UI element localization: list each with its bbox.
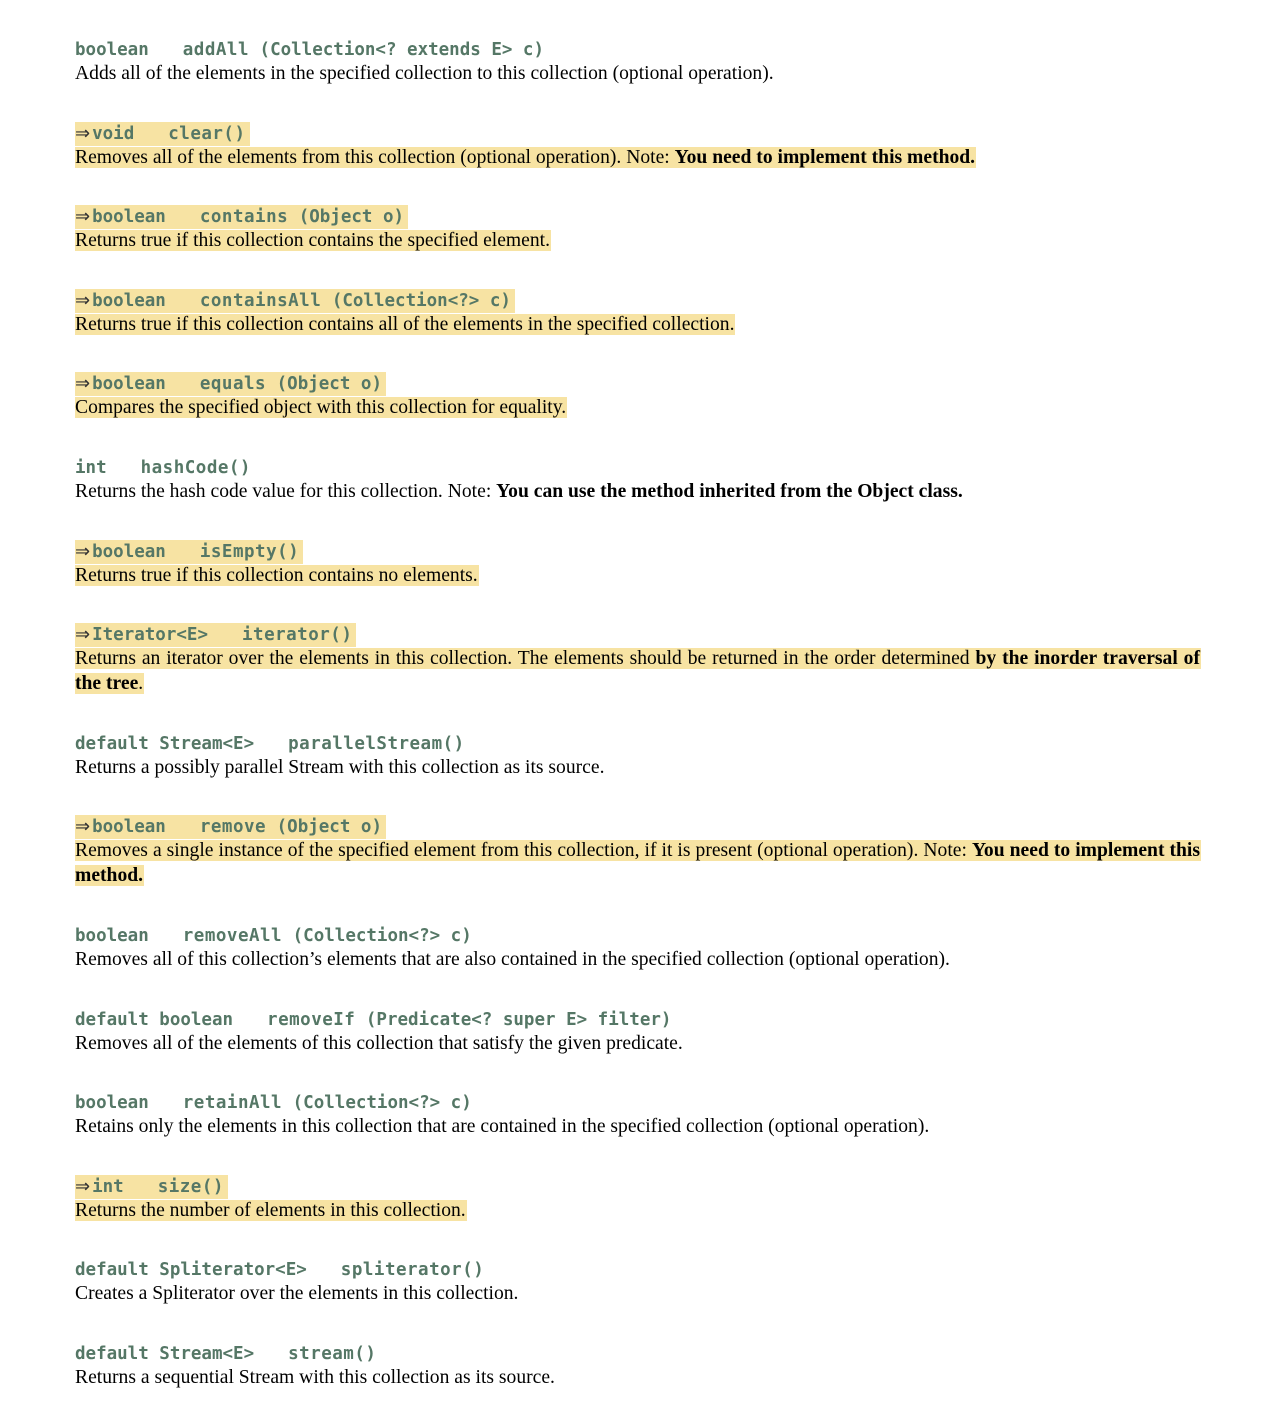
- method-name: containsAll: [199, 290, 322, 311]
- arrow-icon: ⇒: [75, 206, 91, 228]
- method-entry-iterator: [75, 623, 1201, 732]
- method-signature: [75, 1091, 476, 1115]
- return-type: boolean: [92, 207, 166, 228]
- method-name: spliterator(): [340, 1260, 485, 1281]
- method-description: Compares the specified object with this collection for equality.: [75, 397, 567, 419]
- method-description: Removes all of the elements of this collection that satisfy the given predicate.: [75, 1032, 683, 1054]
- method-entry-addall: [75, 38, 1201, 122]
- method-description: Returns a possibly parallel Stream with this collection as its source.: [75, 756, 605, 778]
- method-signature: [75, 1175, 228, 1199]
- method-params: (Collection<?> c): [292, 1093, 472, 1114]
- return-type: boolean: [75, 1093, 149, 1114]
- method-signature: [75, 38, 548, 62]
- method-params: (Collection<? extends E> c): [259, 40, 545, 60]
- arrow-icon: ⇒: [75, 373, 91, 395]
- note-prefix: Note:: [626, 146, 675, 168]
- method-entry-stream: [75, 1342, 1201, 1426]
- arrow-icon: ⇒: [75, 1175, 91, 1197]
- return-type: boolean: [92, 374, 166, 395]
- method-entry-retainall: [75, 1091, 1201, 1175]
- method-params: (Collection<?> c): [292, 925, 472, 946]
- method-name: removeAll: [182, 925, 283, 946]
- return-type: void: [92, 123, 135, 144]
- return-type: default Spliterator<E>: [75, 1260, 307, 1281]
- method-signature: [75, 540, 303, 564]
- method-signature: [75, 924, 476, 948]
- method-signature: [75, 456, 255, 480]
- note-bold: by the inorder traversal of the tree: [75, 648, 1201, 694]
- method-description: Returns true if this collection contains the specified element.: [75, 230, 551, 252]
- return-type: boolean: [75, 925, 149, 946]
- method-entry-isempty: [75, 540, 1201, 624]
- arrow-icon: ⇒: [75, 540, 91, 562]
- arrow-icon: ⇒: [75, 289, 91, 311]
- method-description: Returns the number of elements in this collection.: [75, 1199, 466, 1221]
- method-entry-hashcode: [75, 456, 1201, 540]
- method-signature: [75, 732, 469, 756]
- method-name: removeIf: [267, 1009, 356, 1030]
- return-type: default Stream<E>: [75, 1343, 255, 1364]
- method-entry-removeif: [75, 1008, 1201, 1092]
- note-bold: You need to implement this method.: [75, 840, 1200, 887]
- method-name: equals: [199, 374, 267, 395]
- method-description: Removes a single instance of the specified element from this collection, if it is present (optional operation). Note: You need to implement this method.: [75, 840, 1200, 887]
- return-type: default Stream<E>: [75, 733, 255, 754]
- method-name: contains: [199, 207, 289, 228]
- method-signature: [75, 289, 515, 313]
- method-params: (Predicate<? super E> filter): [365, 1009, 672, 1030]
- method-entry-parallelstream: [75, 732, 1201, 816]
- method-signature: [75, 623, 356, 647]
- method-entry-containsall: [75, 289, 1201, 373]
- method-entry-removeall: [75, 924, 1201, 1008]
- method-entry-contains: [75, 205, 1201, 289]
- method-description: Returns a sequential Stream with this collection as its source.: [75, 1366, 555, 1388]
- note-prefix: Note:: [923, 840, 972, 862]
- method-entry-equals: [75, 372, 1201, 456]
- method-description: Retains only the elements in this collection that are contained in the specified collection (optional operation).: [75, 1116, 930, 1138]
- method-description: Returns true if this collection contains all of the elements in the specified collection.: [75, 313, 735, 335]
- method-signature: [75, 1258, 488, 1282]
- method-name: stream(): [288, 1343, 377, 1364]
- method-name: iterator(): [242, 625, 353, 646]
- method-entry-spliterator: [75, 1258, 1201, 1342]
- method-description: Adds all of the elements in the specified collection to this collection (optional operation).: [75, 63, 774, 84]
- note-bold: You can use the method inherited from the Object class.: [496, 480, 963, 502]
- method-name: retainAll: [182, 1093, 283, 1114]
- method-entry-size: [75, 1175, 1201, 1259]
- arrow-icon: ⇒: [75, 624, 91, 646]
- method-params: (Collection<?> c): [331, 290, 511, 311]
- note-bold: You need to implement this method.: [674, 146, 976, 168]
- method-name: remove: [199, 817, 267, 838]
- return-type: boolean: [92, 290, 166, 311]
- method-signature: [75, 122, 250, 146]
- method-name: hashCode(): [140, 457, 251, 478]
- method-entry-clear: [75, 122, 1201, 206]
- method-params: (Object o): [276, 817, 382, 838]
- method-description: Creates a Spliterator over the elements in this collection.: [75, 1283, 519, 1305]
- method-description: Returns the hash code value for this collection. Note: You can use the method inherited from the Object class.: [75, 480, 963, 502]
- method-signature: [75, 372, 386, 396]
- return-type: boolean: [75, 40, 149, 60]
- arrow-icon: ⇒: [75, 122, 91, 144]
- method-description: Returns true if this collection contains no elements.: [75, 564, 478, 586]
- return-type: boolean: [92, 541, 166, 562]
- method-description: Removes all of this collection’s elements that are also contained in the specified collection (optional operation).: [75, 948, 950, 970]
- note-suffix: .: [138, 672, 144, 694]
- method-signature: [75, 1008, 675, 1032]
- method-name: parallelStream(): [288, 733, 465, 754]
- method-name: isEmpty(): [199, 541, 300, 562]
- return-type: int: [75, 457, 107, 478]
- method-entry-remove: [75, 815, 1201, 924]
- method-signature: [75, 1342, 380, 1366]
- method-name: size(): [157, 1176, 224, 1197]
- return-type: Iterator<E>: [92, 625, 208, 646]
- method-description: Removes all of the elements from this collection (optional operation). Note: You need to implement this method.: [75, 146, 976, 168]
- method-signature: [75, 205, 408, 229]
- method-signature: [75, 815, 386, 839]
- method-summary-list: [75, 38, 1201, 1426]
- arrow-icon: ⇒: [75, 816, 91, 838]
- method-params: (Object o): [298, 207, 405, 228]
- note-prefix: Note:: [447, 480, 497, 502]
- method-params: (Object o): [276, 374, 382, 395]
- return-type: boolean: [92, 817, 166, 838]
- method-name: addAll: [182, 40, 249, 60]
- method-description: Returns an iterator over the elements in this collection. The elements should be returned in the order determined by the inorder traversal of the tree.: [75, 648, 1201, 694]
- return-type: default boolean: [75, 1009, 234, 1030]
- method-name: clear(): [168, 123, 246, 144]
- return-type: int: [92, 1176, 124, 1197]
